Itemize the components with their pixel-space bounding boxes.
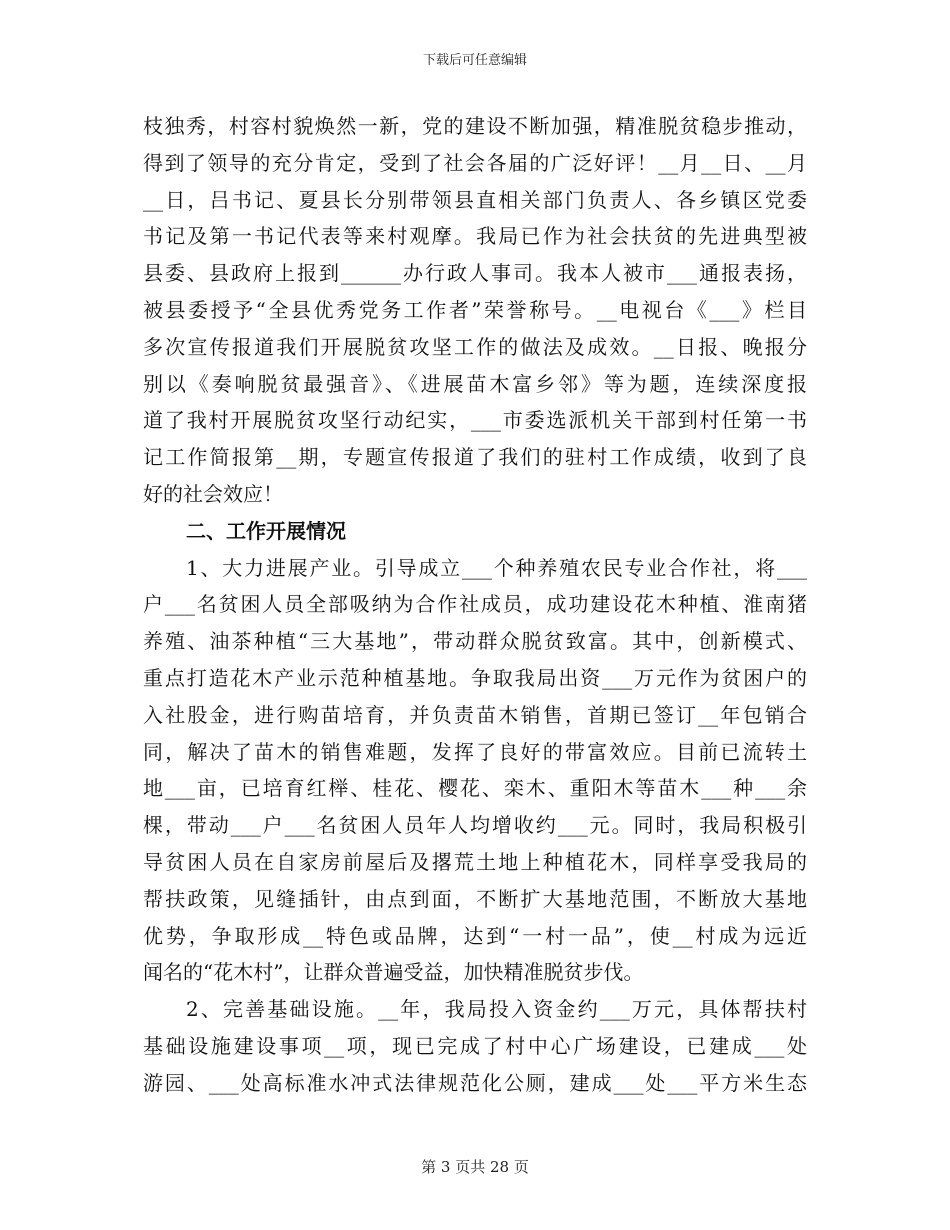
page-number: 第 3 页共 28 页 [421, 1158, 529, 1176]
page-header: 下载后可任意编辑 [422, 53, 527, 68]
body-text-line: 游园、___处高标准水冲式法律规范化公厕，建成___处___平方米生态 [143, 1070, 807, 1095]
document-body [143, 108, 807, 1102]
body-text-line: 导贫困人员在自家房前屋后及撂荒土地上种植花木，同样享受我局的 [143, 849, 807, 874]
body-text-line: 重点打造花木产业示范种植基地。争取我局出资___万元作为贫困户的 [143, 665, 807, 690]
body-text-line: 基础设施建设事项__项，现已完成了村中心广场建设，已建成___处 [143, 1033, 807, 1058]
body-text-line: 多次宣传报道我们开展脱贫攻坚工作的做法及成效。__日报、晚报分 [143, 334, 807, 359]
body-text-line: 2、完善基础设施。__年，我局投入资金约___万元，具体帮扶村 [186, 997, 807, 1022]
body-text-line: 帮扶政策，见缝插针，由点到面，不断扩大基地范围，不断放大基地 [143, 886, 807, 911]
body-text-line: 户___名贫困人员全部吸纳为合作社成员，成功建设花木种植、淮南猪 [143, 592, 807, 617]
body-text-line: 闻名的“花木村”，让群众普遍受益，加快精准脱贫步伐。 [143, 960, 644, 985]
body-text-line: 县委、县政府上报到______办行政人事司。我本人被市___通报表扬， [143, 261, 807, 286]
body-text-line: 入社股金，进行购苗培育，并负责苗木销售，首期已签订__年包销合 [143, 702, 807, 727]
body-text-line: 优势，争取形成__特色或品牌，达到“一村一品”，使__村成为远近 [143, 923, 807, 948]
body-text-line: __日，吕书记、夏县长分别带领县直相关部门负责人、各乡镇区党委 [143, 187, 807, 212]
body-text-line: 地___亩，已培育红榉、桂花、樱花、栾木、重阳木等苗木___种___余 [143, 776, 807, 801]
body-text-line: 棵，带动___户___名贫困人员年人均增收约___元。同时，我局积极引 [143, 813, 807, 838]
body-text-line: 好的社会效应！ [143, 481, 283, 506]
body-text-line: 道了我村开展脱贫攻坚行动纪实，___市委选派机关干部到村任第一书 [143, 408, 807, 433]
body-text-line: 别以《奏响脱贫最强音》、《进展苗木富乡邻》等为题，连续深度报 [143, 371, 807, 396]
section-heading: 二、工作开展情况 [186, 518, 346, 543]
body-text-line: 养殖、油茶种植“三大基地”，带动群众脱贫致富。其中，创新模式、 [143, 629, 807, 654]
body-text-line: 同，解决了苗木的销售难题，发挥了良好的带富效应。目前已流转土 [143, 739, 807, 764]
body-text-line: 1、大力进展产业。引导成立___个种养殖农民专业合作社，将___ [186, 555, 807, 580]
body-text-line: 书记及第一书记代表等来村观摩。我局已作为社会扶贫的先进典型被 [143, 224, 807, 249]
body-text-line: 被县委授予“全县优秀党务工作者”荣誉称号。__电视台《___》栏目 [143, 297, 807, 322]
body-text-line: 得到了领导的充分肯定，受到了社会各届的广泛好评！__月__日、__月 [143, 150, 807, 175]
body-text-line: 记工作简报第__期，专题宣传报道了我们的驻村工作成绩，收到了良 [143, 445, 807, 470]
body-text-line: 枝独秀，村容村貌焕然一新，党的建设不断加强，精准脱贫稳步推动， [143, 114, 807, 138]
